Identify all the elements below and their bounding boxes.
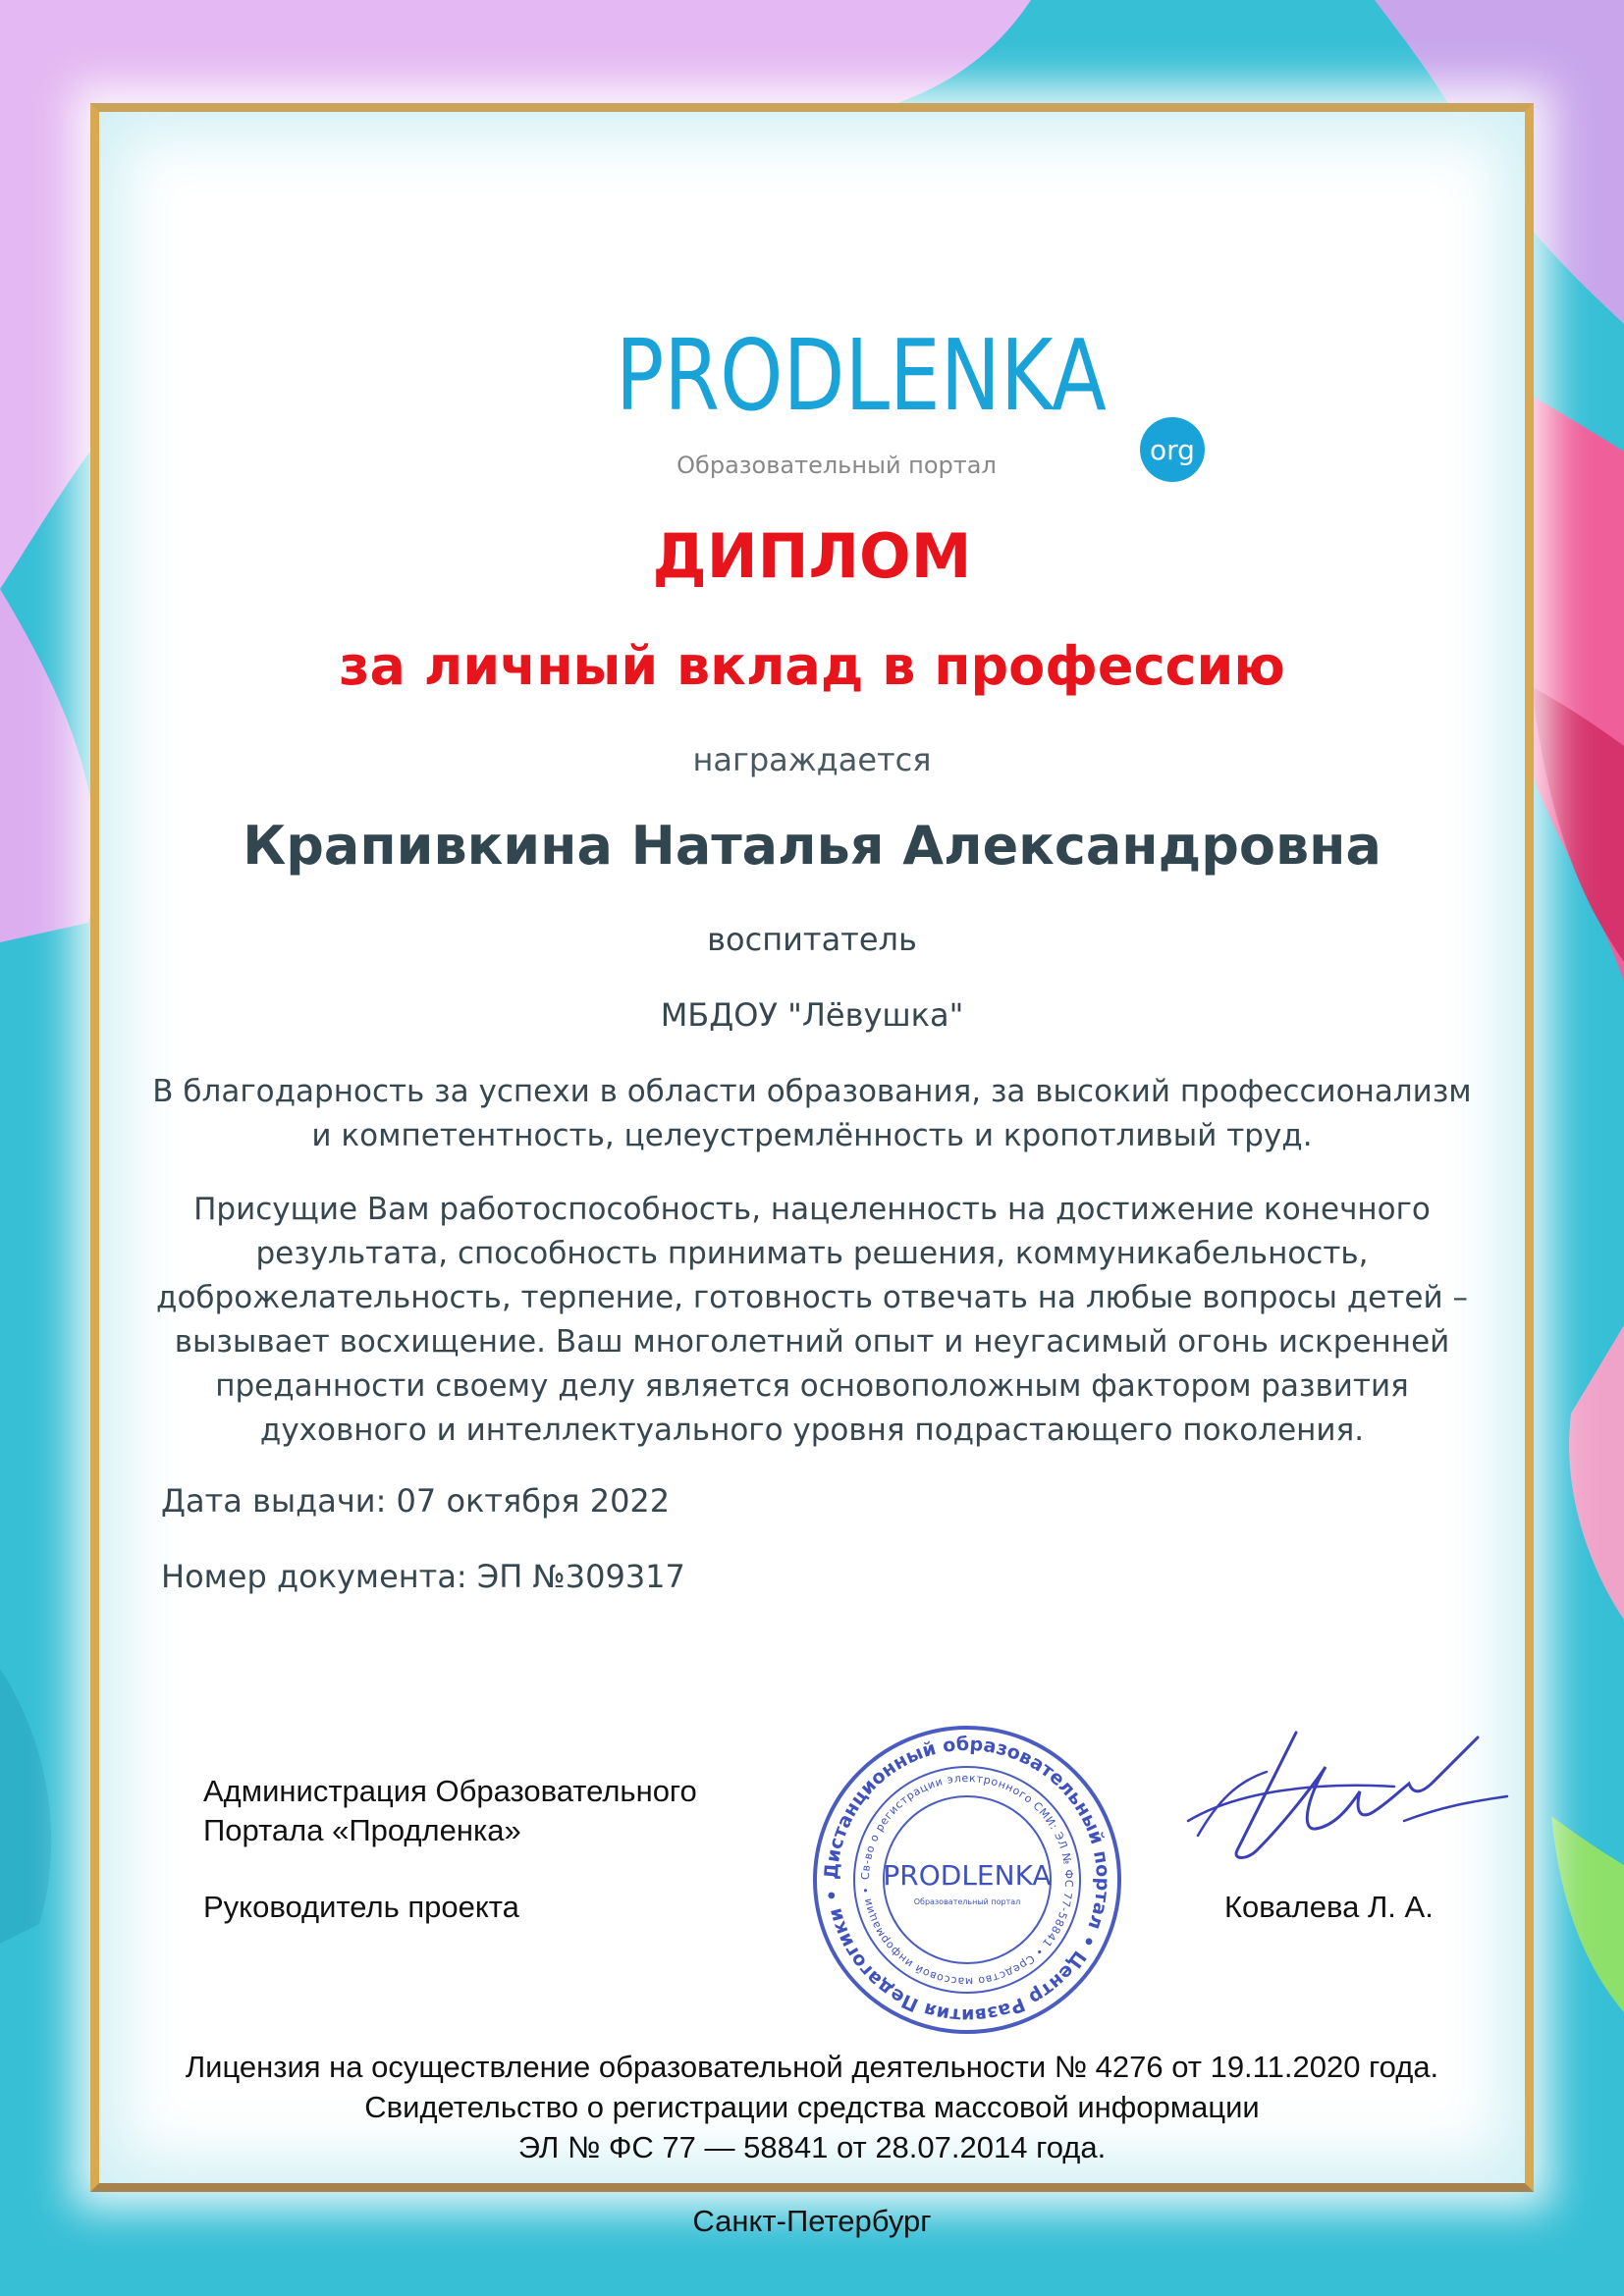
- official-stamp: [810, 1723, 1124, 2037]
- stamp-center: PRODLENKA: [883, 1859, 1052, 1892]
- document-number: Номер документа: ЭП №309317: [161, 1558, 685, 1595]
- recipient-name: Крапивкина Наталья Александровна: [243, 815, 1381, 877]
- registration-line: Свидетельство о регистрации средства массовой информации: [364, 2090, 1260, 2124]
- admin-block: [203, 1772, 697, 1850]
- signer-name: Ковалева Л. А.: [1224, 1890, 1434, 1924]
- diploma-title: ДИПЛОМ: [652, 520, 972, 592]
- stamp-outer-text: Дистанционный образовательный портал • Центр Развития Педагогики •: [820, 1733, 1114, 2027]
- diploma-subtitle: за личный вклад в профессию: [339, 635, 1285, 697]
- signer-role: Руководитель проекта: [203, 1890, 519, 1924]
- paragraph-line: духовного и интеллектуального уровня подрастающего поколения.: [259, 1413, 1365, 1448]
- logo-brand: PRODLENKA: [616, 318, 1107, 433]
- paragraph-line: и компетентность, целеустремлённость и кропотливый труд.: [311, 1118, 1313, 1153]
- stamp-center-sub: Образовательный портал: [913, 1897, 1021, 1906]
- logo-tagline: Образовательный портал: [677, 452, 997, 479]
- paragraph-line: вызывает восхищение. Ваш многолетний опыт и неугасимый огонь искренней: [174, 1324, 1450, 1360]
- recipient-position: воспитатель: [707, 921, 917, 958]
- license-text: Лицензия на осуществление образовательной деятельности № 4276 от 19.11.2020 года.: [185, 2050, 1439, 2084]
- paragraph-line: результата, способность принимать решения, коммуникабельность,: [255, 1236, 1369, 1271]
- awarded-label: награждается: [692, 741, 932, 778]
- paragraph-line: преданности своему делу является основоположным фактором развития: [215, 1368, 1409, 1404]
- paragraph-line: В благодарность за успехи в области образования, за высокий профессионализм: [152, 1074, 1472, 1109]
- paragraph-line: Присущие Вам работоспособность, нацеленность на достижение конечного: [193, 1192, 1431, 1227]
- certificate: [90, 103, 1534, 2238]
- registration-number: ЭЛ № ФС 77 — 58841 от 28.07.2014 года.: [517, 2130, 1107, 2164]
- admin-line: Администрация Образовательного: [203, 1774, 697, 1808]
- recipient-organization: МБДОУ "Лёвушка": [660, 996, 964, 1034]
- logo-badge: org: [1150, 434, 1195, 466]
- gratitude-paragraph: [90, 1070, 1534, 1158]
- admin-line: Портала «Продленка»: [203, 1813, 521, 1847]
- issue-date: Дата выдачи: 07 октября 2022: [161, 1482, 671, 1520]
- handwritten-signature: [1178, 1713, 1512, 1880]
- paragraph-line: доброжелательность, терпение, готовность отвечать на любые вопросы детей –: [156, 1280, 1468, 1315]
- prodlenka-logo: [522, 240, 1229, 496]
- praise-paragraph: [90, 1188, 1534, 1453]
- stamp-inner-text: Св-во о регистрации электронного СМИ: ЭЛ № ФС 77-58841 • Средство массовой информации •: [858, 1771, 1076, 1989]
- city: Санкт-Петербург: [692, 2204, 932, 2238]
